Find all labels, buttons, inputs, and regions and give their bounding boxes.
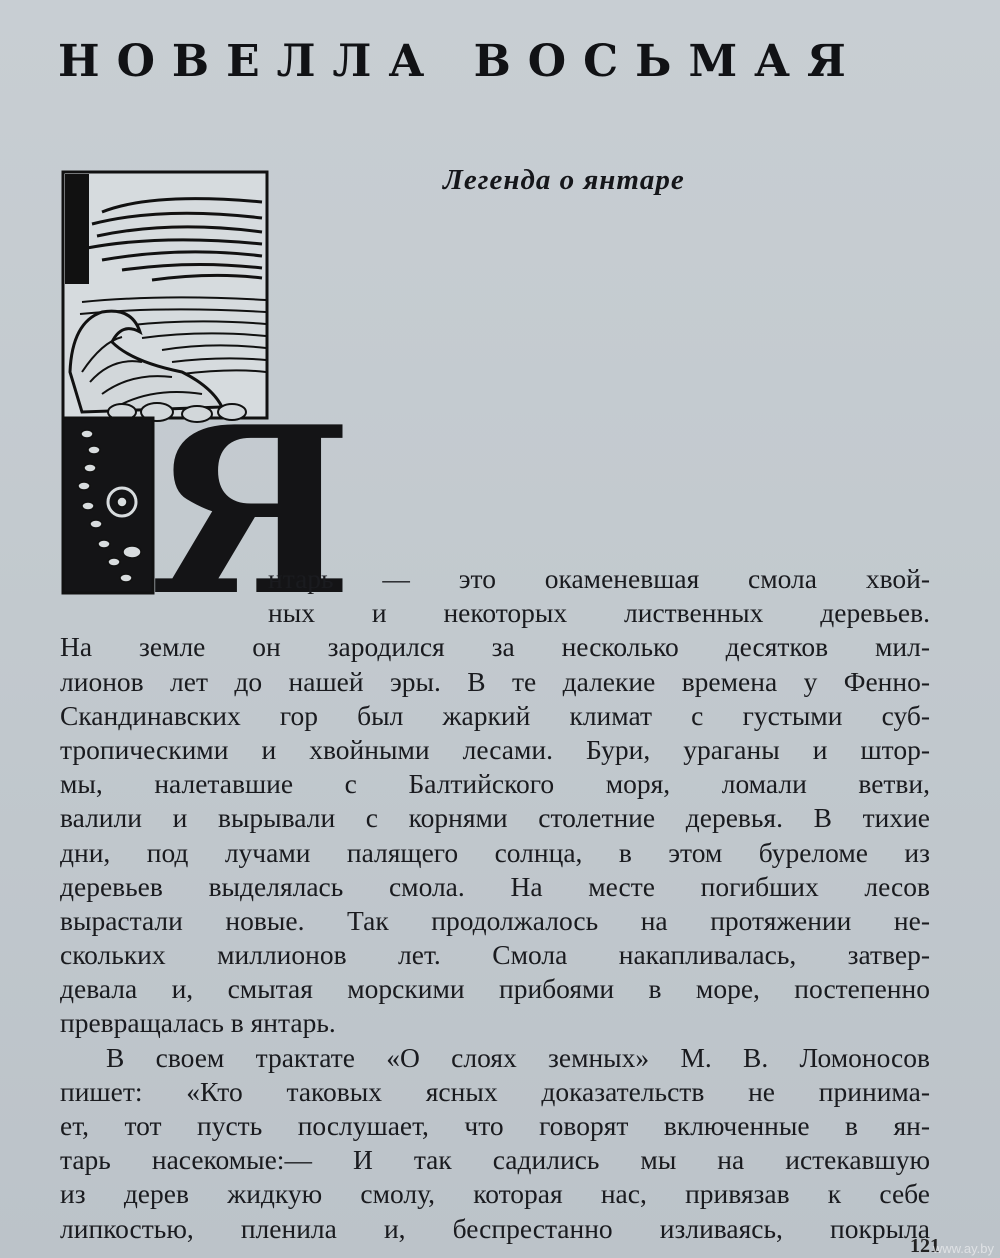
text-line: тропическими и хвойными лесами. Бури, ураганы и штор- bbox=[60, 733, 930, 765]
text-line: вырастали новые. Так продолжалось на протяжении не- bbox=[60, 904, 930, 936]
text-line: превращалась в янтарь. bbox=[60, 1007, 336, 1039]
text-line: липкостью, пленила и, беспрестанно изливаясь, покрыла bbox=[60, 1212, 930, 1244]
drop-cap-letter: Я bbox=[150, 377, 353, 647]
text-line: Скандинавских гор был жаркий климат с густыми суб- bbox=[60, 699, 930, 731]
text-line: из дерев жидкую смолу, которая нас, привязав к себе bbox=[60, 1178, 930, 1210]
text-line: валили и вырывали с корнями столетние деревья. В тихие bbox=[60, 802, 930, 834]
text-line: нтарь — это окаменевшая смола хвой- bbox=[268, 563, 930, 594]
text-line: пишет: «Кто таковых ясных доказательств не принима- bbox=[60, 1075, 930, 1107]
body-text bbox=[60, 562, 930, 1246]
text-line: деревьев выделялась смола. На месте погибших лесов bbox=[60, 870, 930, 902]
text-line: лионов лет до нашей эры. В те далекие времена у Фенно- bbox=[60, 665, 930, 697]
text-line: девала и, смытая морскими прибоями в море, постепенно bbox=[60, 973, 930, 1005]
section-subtitle: Легенда о янтаре bbox=[443, 164, 685, 196]
text-line: мы, налетавшие с Балтийского моря, ломали ветви, bbox=[60, 768, 930, 800]
page-number: 121 bbox=[910, 1235, 940, 1257]
watermark: www.ay.by bbox=[932, 1241, 994, 1256]
text-line: тарь насекомые:— И так садились мы на истекавшую bbox=[60, 1144, 930, 1176]
illustrated-drop-cap bbox=[62, 172, 353, 647]
text-line: ет, тот пусть послушает, что говорят включенные в ян- bbox=[60, 1110, 930, 1141]
text-line: ных и некоторых лиственных деревьев. bbox=[268, 597, 930, 629]
text-line: На земле он зародился за несколько десятков мил- bbox=[60, 631, 930, 663]
text-line: дни, под лучами палящего солнца, в этом буреломе из bbox=[60, 836, 930, 868]
text-line: скольких миллионов лет. Смола накапливалась, затвер- bbox=[60, 939, 930, 971]
chapter-title: НОВЕЛЛА ВОСЬМАЯ bbox=[58, 36, 863, 87]
text-line: В своем трактате «О слоях земных» М. В. Ломоносов bbox=[106, 1041, 930, 1073]
engraving-illustration bbox=[62, 172, 353, 647]
